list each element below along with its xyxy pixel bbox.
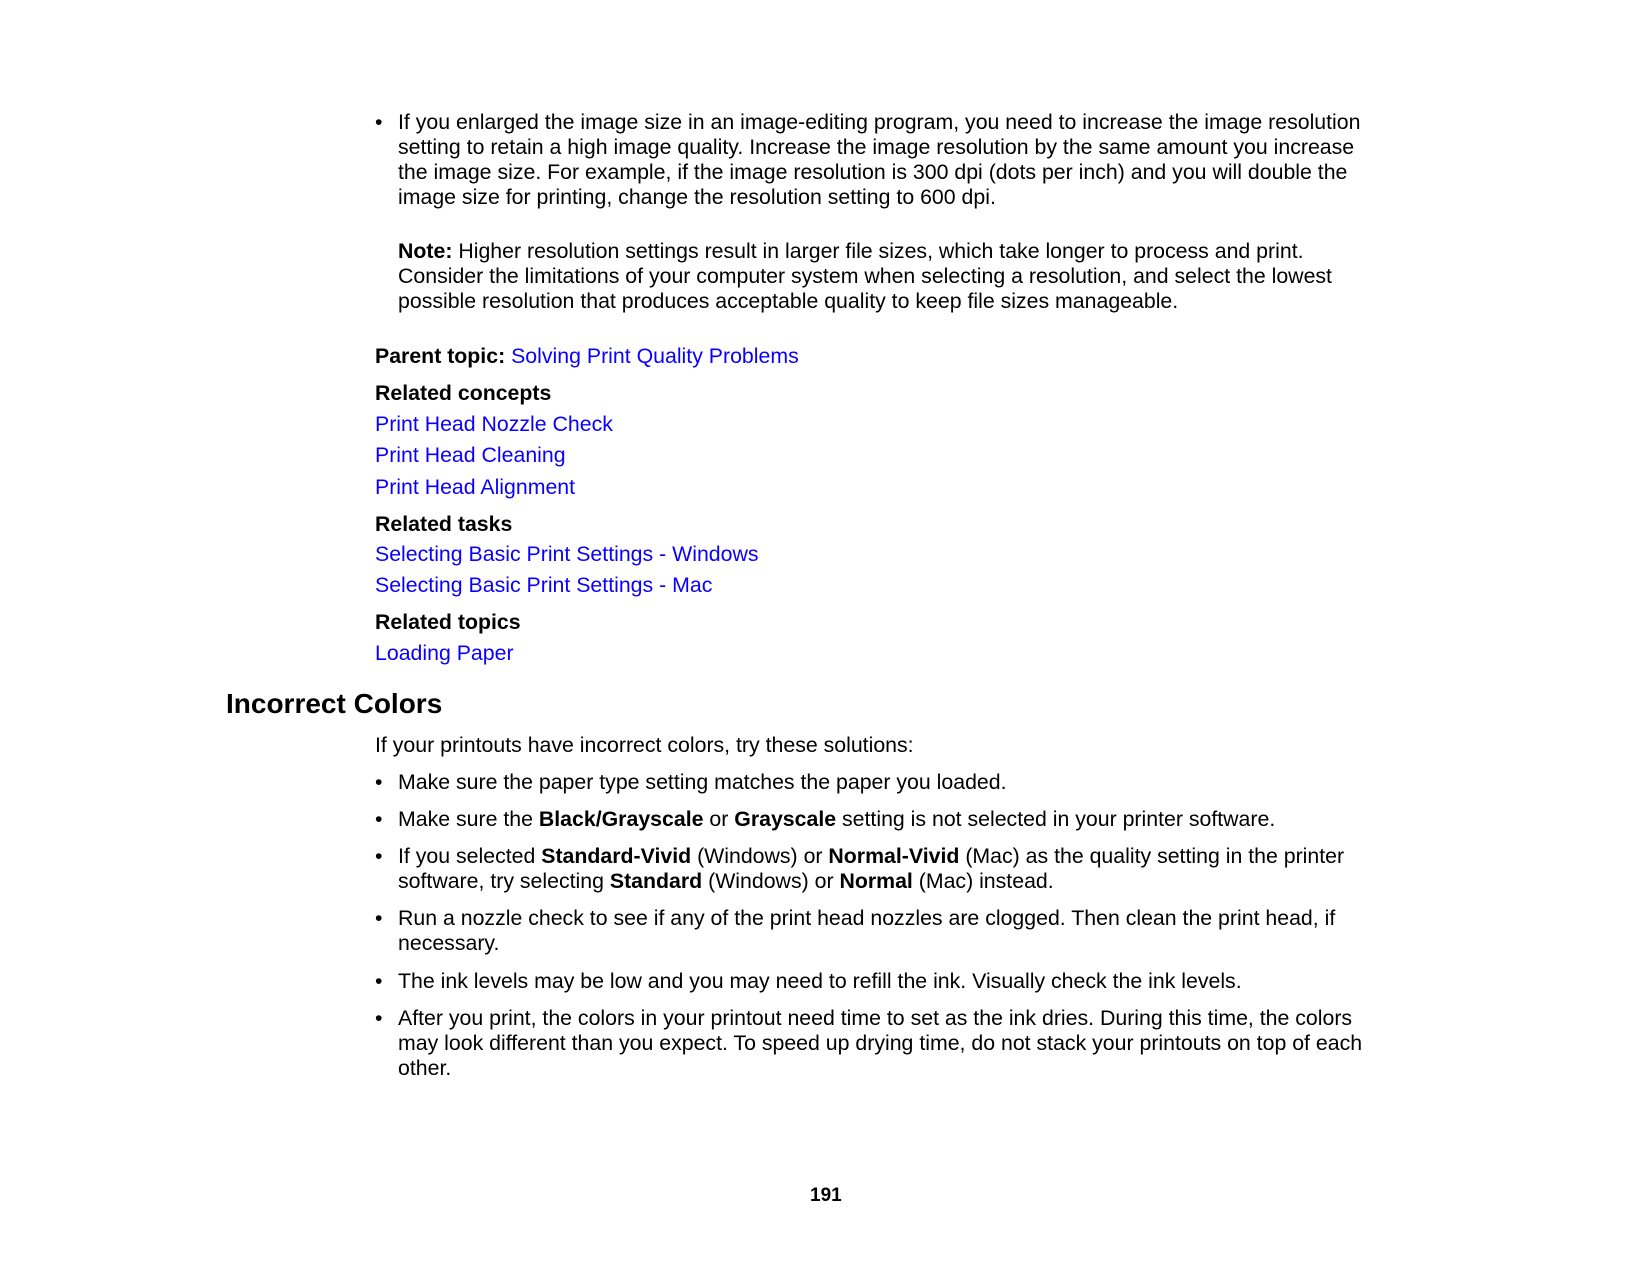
text-run: or	[703, 807, 735, 831]
setting-name: Normal	[839, 869, 913, 893]
link-print-head-cleaning[interactable]: Print Head Cleaning	[375, 443, 566, 467]
text-run: (Mac) as the quality setting in the printer	[959, 844, 1345, 868]
resolution-bullet	[398, 110, 1428, 210]
text-run: Make sure the	[398, 807, 539, 831]
section-heading: Incorrect Colors	[226, 688, 443, 719]
bullet-marker: •	[375, 110, 383, 134]
note-text: Higher resolution settings result in larger file sizes, which take longer to process and print.	[452, 239, 1304, 263]
bullet-line: Run a nozzle check to see if any of the print head nozzles are clogged. Then clean the print head, if	[398, 906, 1336, 930]
link-basic-print-settings-windows[interactable]: Selecting Basic Print Settings - Windows	[375, 542, 759, 566]
setting-name: Standard	[609, 869, 703, 893]
parent-topic	[375, 344, 799, 369]
note-line: possible resolution that produces acceptable quality to keep file sizes manageable.	[398, 289, 1179, 313]
setting-name: Normal-Vivid	[828, 844, 960, 868]
text-run: setting is not selected in your printer software.	[836, 807, 1276, 831]
link-basic-print-settings-mac[interactable]: Selecting Basic Print Settings - Mac	[375, 573, 713, 597]
text-run: (Mac) instead.	[912, 869, 1054, 893]
bullet-marker: •	[375, 1006, 383, 1030]
note-block	[398, 239, 1428, 314]
text-run: If you selected	[398, 844, 542, 868]
link-loading-paper[interactable]: Loading Paper	[375, 641, 514, 665]
bullet-marker: •	[375, 906, 383, 930]
section-intro: If your printouts have incorrect colors, try these solutions:	[375, 733, 914, 757]
related-tasks-heading: Related tasks	[375, 512, 513, 536]
solution-bullet	[398, 844, 1428, 894]
bullet-marker: •	[375, 807, 383, 831]
bullet-line: setting to retain a high image quality. Increase the image resolution by the same amount you increase	[398, 135, 1355, 159]
link-print-head-nozzle-check[interactable]: Print Head Nozzle Check	[375, 412, 613, 436]
solution-bullet	[398, 770, 1428, 795]
text-run: (Windows) or	[702, 869, 840, 893]
bullet-line: other.	[398, 1056, 452, 1080]
setting-name: Standard-Vivid	[541, 844, 692, 868]
setting-name: Black/Grayscale	[538, 807, 704, 831]
parent-topic-label: Parent topic:	[375, 344, 506, 368]
bullet-line: The ink levels may be low and you may need to refill the ink. Visually check the ink levels.	[398, 969, 1242, 993]
related-concepts-heading: Related concepts	[375, 381, 552, 405]
solution-bullet	[398, 1006, 1428, 1081]
related-topics-heading: Related topics	[375, 610, 521, 634]
solution-bullet	[398, 969, 1428, 994]
bullet-line: necessary.	[398, 931, 500, 955]
bullet-line: image size for printing, change the resolution setting to 600 dpi.	[398, 185, 996, 209]
link-print-head-alignment[interactable]: Print Head Alignment	[375, 475, 576, 499]
bullet-line: may look different than you expect. To speed up drying time, do not stack your printouts on top of each	[398, 1031, 1363, 1055]
solution-bullet	[398, 807, 1428, 832]
bullet-line: After you print, the colors in your printout need time to set as the ink dries. During this time, the colors	[398, 1006, 1353, 1030]
bullet-marker: •	[375, 969, 383, 993]
note-label: Note:	[398, 239, 453, 263]
bullet-marker: •	[375, 844, 383, 868]
note-line: Consider the limitations of your computer system when selecting a resolution, and select the lowest	[398, 264, 1332, 288]
text-run: (Windows) or	[691, 844, 829, 868]
bullet-marker: •	[375, 770, 383, 794]
bullet-line: If you enlarged the image size in an image-editing program, you need to increase the image resolution	[398, 110, 1361, 134]
setting-name: Grayscale	[734, 807, 837, 831]
solution-bullet	[398, 906, 1428, 956]
bullet-line: Make sure the paper type setting matches the paper you loaded.	[398, 770, 1007, 794]
parent-topic-link[interactable]: Solving Print Quality Problems	[511, 344, 799, 368]
bullet-line: the image size. For example, if the image resolution is 300 dpi (dots per inch) and you will double the	[398, 160, 1348, 184]
text-run: software, try selecting	[398, 869, 610, 893]
page-number: 191	[810, 1185, 842, 1206]
